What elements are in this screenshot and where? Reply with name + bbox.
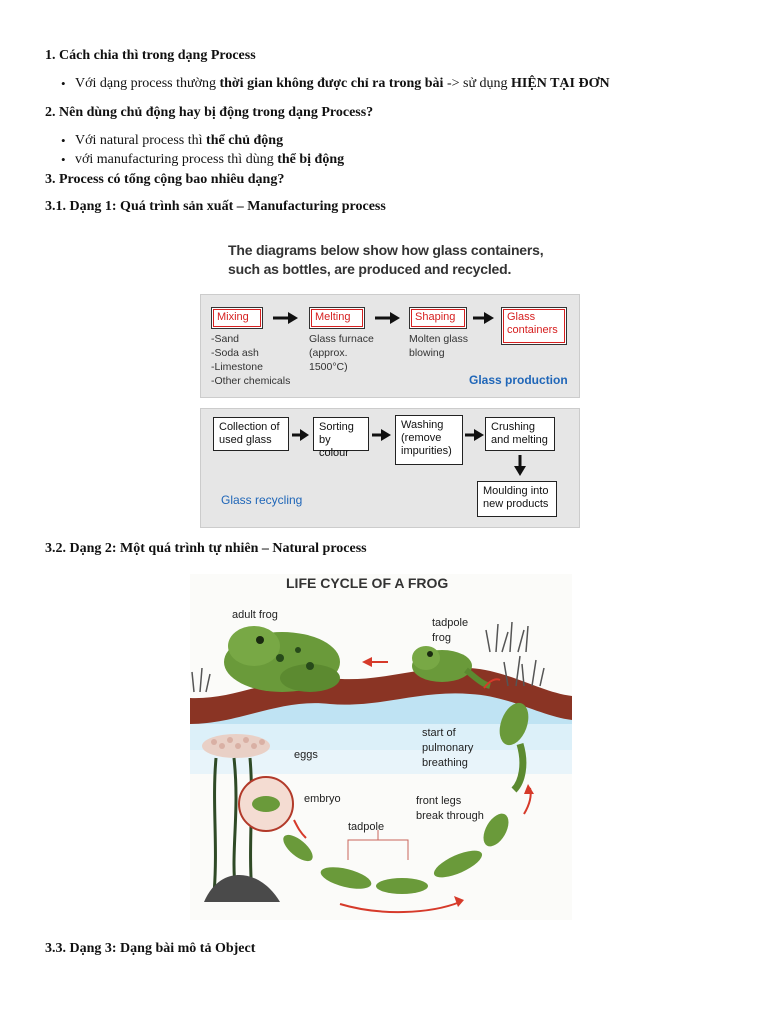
label-eggs: eggs (294, 749, 318, 761)
bullet-text: với manufacturing process thì dùng (75, 152, 278, 167)
bullet-text: -> sử dụng (443, 76, 512, 91)
recycling-panel (200, 408, 580, 528)
frog-diagram-title: LIFE CYCLE OF A FROG (286, 575, 449, 591)
mixing-notes: -Sand -Soda ash -Limestone -Other chemicals (211, 333, 291, 387)
label-tadpole-frog: tadpole frog (432, 617, 469, 644)
shaping-notes: Molten glass blowing (409, 333, 468, 359)
frog-illustration (190, 574, 572, 920)
melting-notes: Glass furnace (approx. 1500°C) (309, 333, 374, 373)
bullet-present-simple (75, 76, 610, 92)
step-melting: Melting (309, 307, 365, 329)
diagram-title-line-1: The diagrams below show how glass containers, (228, 242, 544, 258)
bullet-bold: thể bị động (277, 152, 345, 167)
heading-3-3: 3.3. Dạng 3: Dạng bài mô tả Object (45, 941, 256, 956)
bullet-manufacturing-passive (75, 152, 344, 168)
bullet-bold: thời gian không được chỉ ra trong bài (219, 76, 444, 91)
arrow-down-icon (513, 455, 527, 477)
heading-3-2: 3.2. Dạng 2: Một quá trình tự nhiên – Natural process (45, 541, 367, 556)
production-panel (200, 294, 580, 398)
arrow-right-icon (473, 311, 495, 325)
step-sorting: Sorting by colour (313, 417, 369, 451)
heading-2: 2. Nên dùng chủ động hay bị động trong dạng Process? (45, 105, 374, 120)
label-tadpole: tadpole (348, 821, 385, 833)
step-collection: Collection of used glass (213, 417, 289, 451)
label-pulmonary-breathing: start of pulmonary breathing (422, 727, 474, 769)
bullet-text: Với natural process thì (75, 133, 207, 148)
step-crushing: Crushing and melting (485, 417, 555, 451)
arrow-right-icon (375, 311, 401, 325)
bullet-text: Với dạng process thường (75, 76, 220, 91)
arrow-right-icon (372, 429, 392, 441)
bullet-natural-active (75, 133, 283, 149)
frog-life-cycle-diagram (190, 574, 572, 920)
recycling-label: Glass recycling (221, 493, 303, 507)
arrow-right-icon (465, 429, 485, 441)
heading-3: 3. Process có tổng cộng bao nhiêu dạng? (45, 172, 285, 187)
arrow-right-icon (273, 311, 299, 325)
step-glass-containers: Glass containers (501, 307, 567, 345)
step-shaping: Shaping (409, 307, 467, 329)
arrow-right-icon (292, 429, 310, 441)
step-mixing: Mixing (211, 307, 263, 329)
step-washing: Washing (remove impurities) (395, 415, 463, 465)
heading-3-1: 3.1. Dạng 1: Quá trình sản xuất – Manufacturing process (45, 199, 386, 214)
label-front-legs: front legs break through (416, 795, 484, 822)
label-adult-frog: adult frog (232, 609, 278, 621)
step-moulding: Moulding into new products (477, 481, 557, 517)
heading-1: 1. Cách chia thì trong dạng Process (45, 48, 256, 63)
eggs-cluster-shape (202, 734, 270, 758)
production-label: Glass production (469, 373, 568, 387)
diagram-title-line-2: such as bottles, are produced and recycled. (228, 261, 512, 277)
bullet-bold: HIỆN TẠI ĐƠN (511, 76, 610, 91)
bullet-bold: thể chủ động (206, 133, 284, 148)
glass-process-diagram (200, 236, 580, 528)
label-embryo: embryo (304, 793, 341, 805)
